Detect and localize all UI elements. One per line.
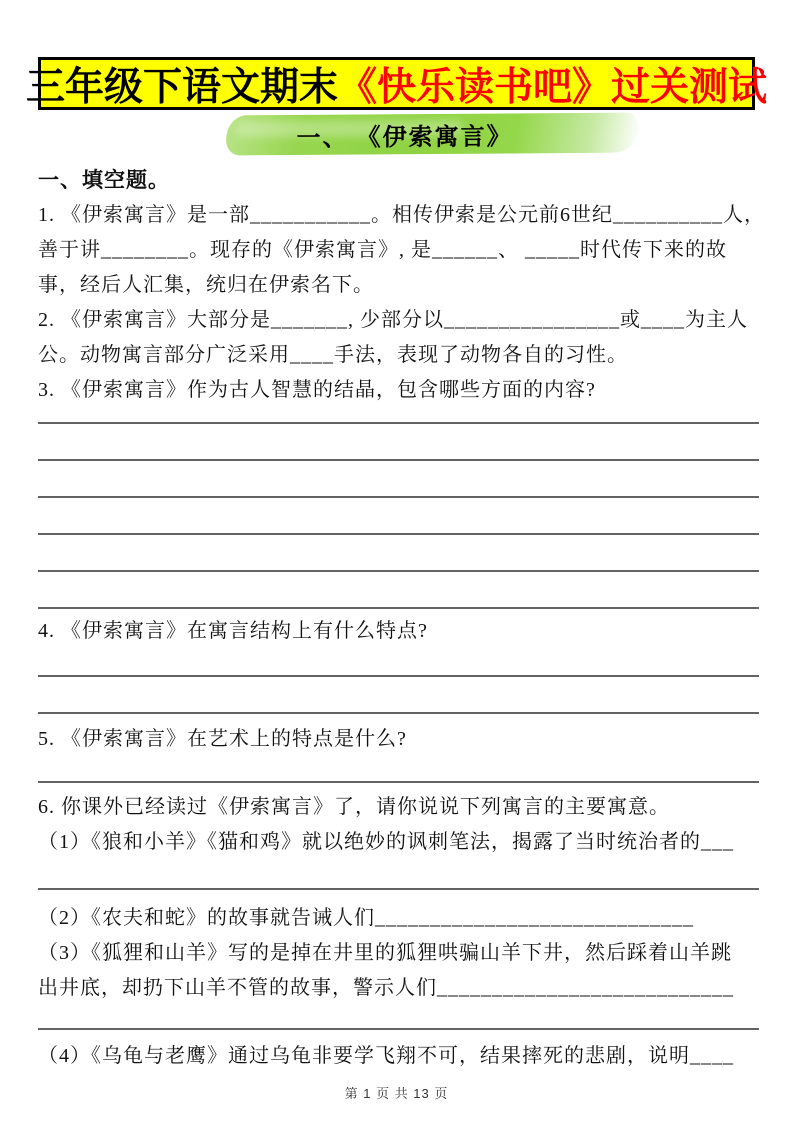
page-number: 第 1 页 共 13 页 xyxy=(344,1086,449,1101)
question-text-line: 善于讲________。现存的《伊索寓言》, 是______、 _____时代传下来的故 xyxy=(38,239,727,261)
answer-blank-line xyxy=(38,757,759,783)
question-text-line: 4. 《伊索寓言》在寓言结构上有什么特点? xyxy=(38,620,428,642)
question-text-line: 1. 《伊索寓言》是一部___________。相传伊索是公元前6世纪__________人， xyxy=(38,204,765,226)
question-text-line: （1）《狼和小羊》《猫和鸡》就以绝妙的讽刺笔法，揭露了当时统治者的___ xyxy=(38,831,734,853)
section-heading: 一、填空题。 xyxy=(38,168,170,192)
title-book-club-text: 《快乐读书吧》过关测试 xyxy=(338,65,768,109)
question-text-line: （4）《乌龟与老鹰》通过乌龟非要学飞翔不可，结果摔死的悲剧，说明____ xyxy=(38,1045,734,1067)
answer-blank-line xyxy=(38,424,759,461)
question-text-line: （3）《狐狸和山羊》写的是掉在井里的狐狸哄骗山羊下井，然后踩着山羊跳 xyxy=(38,942,732,964)
question-text-line: 3. 《伊索寓言》作为古人智慧的结晶，包含哪些方面的内容? xyxy=(38,379,596,401)
title-banner xyxy=(25,57,768,110)
question-text-line: 5. 《伊索寓言》在艺术上的特点是什么? xyxy=(38,728,407,750)
answer-blank-line xyxy=(38,572,759,609)
title-grade-text: 三年级下语文期末 xyxy=(25,65,338,109)
answer-blank-line xyxy=(38,498,759,535)
section-header-highlight xyxy=(226,113,638,156)
question-text-line: 出井底，却扔下山羊不管的故事，警示人们___________________________ xyxy=(38,977,734,999)
question-text-line: 6. 你课外已经读过《伊索寓言》了，请你说说下列寓言的主要寓意。 xyxy=(38,796,670,818)
answer-blank-line xyxy=(38,677,759,714)
question-list xyxy=(38,163,765,1074)
answer-blank-line xyxy=(38,408,759,424)
section-header-text: 一、 《伊索寓言》 xyxy=(296,123,513,152)
answer-blank-line xyxy=(38,649,759,677)
answer-blank-line xyxy=(38,1006,759,1030)
answer-blank-line xyxy=(38,535,759,572)
question-text-line: 公。动物寓言部分广泛采用____手法，表现了动物各自的习性。 xyxy=(38,344,628,366)
answer-blank-line xyxy=(38,461,759,498)
question-text-line: （2）《农夫和蛇》的故事就告诫人们_____________________________ xyxy=(38,907,694,929)
question-text-line: 事，经后人汇集，统归在伊索名下。 xyxy=(38,274,374,296)
answer-blank-line xyxy=(38,860,759,890)
question-text-line: 2. 《伊索寓言》大部分是_______, 少部分以________________或____为主人 xyxy=(38,309,748,331)
